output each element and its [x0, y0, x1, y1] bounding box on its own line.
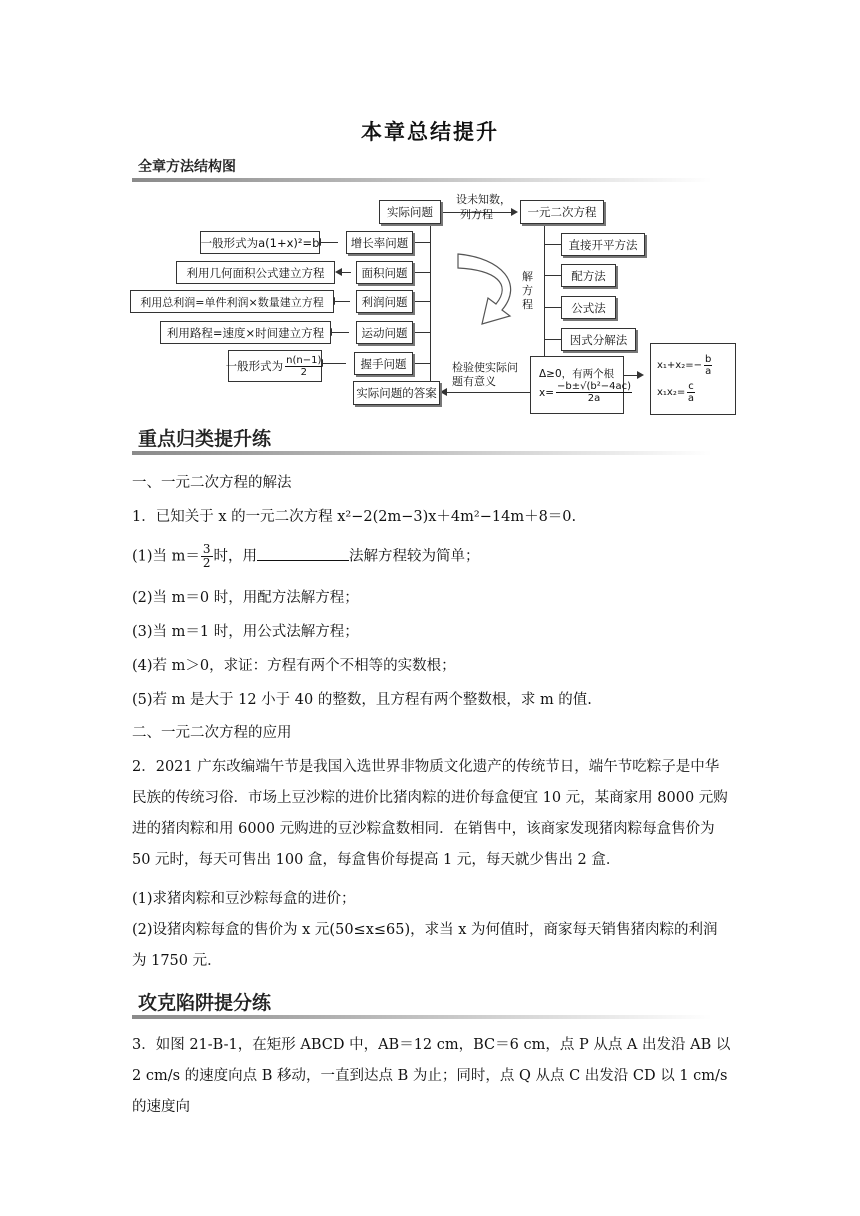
q1-sub3: (3)当 m＝1 时，用公式法解方程；	[132, 624, 359, 640]
trunk-line	[430, 222, 431, 392]
factoring-box: 因式分解法	[561, 328, 636, 351]
profit-eq-box: 利用总利润=单件利润×数量建立方程	[130, 290, 334, 313]
set-unknown-text: 设未知数，	[456, 193, 511, 206]
part-heading-1: 一、一元二次方程的解法	[132, 475, 292, 491]
solve-label-2: 方	[522, 284, 533, 297]
method-structure-diagram	[130, 190, 740, 420]
check-text-1: 检验使实际问	[452, 361, 518, 374]
section-label: 攻克陷阱提分练	[138, 992, 272, 1014]
complete-square-box: 配方法	[561, 264, 616, 287]
root-fraction: $\frac{\text{−b±√(b²−4ac)}}{2a}$	[557, 381, 632, 404]
section-underline	[132, 451, 712, 455]
section-underline	[132, 178, 712, 182]
motion-eq-box: 利用路程=速度×时间建立方程	[160, 321, 331, 344]
q1-stem: 1．已知关于 x 的一元二次方程 x²−2(2m−3)x＋4m²−14m＋8＝0.	[132, 509, 577, 525]
q2-sub2: (2)设猪肉粽每盒的售价为 x 元(50≤x≤65)，求当 x 为何值时，商家每天销售猪肉粽的利润为 1750 元．	[132, 922, 718, 969]
vieta-box: x₁+x₂=− $\frac{b}{a}$ x₁x₂= $\frac{c}{a}$	[650, 343, 736, 415]
growth-box: 增长率问题	[346, 231, 413, 254]
area-box: 面积问题	[356, 261, 413, 284]
curved-arrow-icon	[452, 246, 530, 336]
solve-label-3: 程	[522, 298, 533, 311]
q1-sub1: (1)当 m＝ $\frac{3}{2}$ 时，用 法解方程较为简单；	[132, 542, 480, 570]
fraction: $\frac{n(n-1)}{2}$	[286, 354, 322, 378]
real-problem-box: 实际问题	[379, 200, 441, 224]
answer-blank[interactable]	[257, 546, 349, 561]
profit-box: 利润问题	[356, 290, 413, 313]
section-label: 全章方法结构图	[138, 159, 236, 175]
general-form-box-2: 一般形式为 $\frac{n(n-1)}{2}$	[228, 350, 322, 382]
q3-stem: 3．如图 21-B-1，在矩形 ABCD 中，AB＝12 cm，BC＝6 cm，点 P 从点 A 出发沿 AB 以 2 cm/s 的速度向点 B 移动，一直到达点 B 为止；同时，点 Q 从点 C 出发沿 CD 以 1 cm/s 的速度向	[132, 1037, 731, 1115]
direct-sqrt-box: 直接开平方法	[561, 233, 645, 256]
answer-box: 实际问题的答案	[353, 381, 440, 405]
quad-eq-box: 一元二次方程	[520, 200, 604, 224]
q2-sub1: (1)求猪肉粽和豆沙粽每盒的进价；	[132, 891, 356, 907]
section-header-practice	[132, 425, 712, 455]
handshake-box: 握手问题	[354, 352, 413, 375]
general-form-box-1: 一般形式为a(1+x)²=b	[200, 231, 320, 254]
check-text-2: 题有意义	[452, 375, 496, 388]
motion-box: 运动问题	[356, 321, 413, 344]
list-eq-text: 列方程	[460, 208, 493, 221]
fraction: $\frac{3}{2}$	[202, 542, 211, 570]
section-label: 重点归类提升练	[138, 428, 272, 450]
solve-label-1: 解	[522, 270, 533, 283]
q1-sub2: (2)当 m＝0 时，用配方法解方程；	[132, 590, 359, 606]
section-underline	[132, 1015, 712, 1019]
part-heading-2: 二、一元二次方程的应用	[132, 725, 292, 741]
section-header-traps	[132, 989, 712, 1019]
area-eq-box: 利用几何面积公式建立方程	[176, 261, 335, 284]
page-title: 本章总结提升	[361, 120, 499, 144]
q1-sub4: (4)若 m＞0，求证：方程有两个不相等的实数根；	[132, 658, 456, 674]
q2-stem: 2．2021 广东改编端午节是我国入选世界非物质文化遗产的传统节日，端午节吃粽子是中华民族的传统习俗．市场上豆沙粽的进价比猪肉粽的进价每盒便宜 10 元，某商家用 8000 元购进的猪肉粽和用 6000 元购进的豆沙粽盒数相同．在销售中，该商家发现猪肉粽每盒售价为 50 元时，每天可售出 100 盒，每盒售价每提高 1 元，每天就少售出 2 盒．	[132, 759, 728, 868]
formula-box: 公式法	[561, 296, 616, 319]
section-header-structure	[132, 152, 712, 182]
q1-sub5: (5)若 m 是大于 12 小于 40 的整数，且方程有两个整数根，求 m 的值.	[132, 692, 592, 708]
roots-box: Δ≥0，有两个根 x= $\frac{\text{−b±√(b²−4ac)}}{2a}$	[530, 356, 624, 414]
